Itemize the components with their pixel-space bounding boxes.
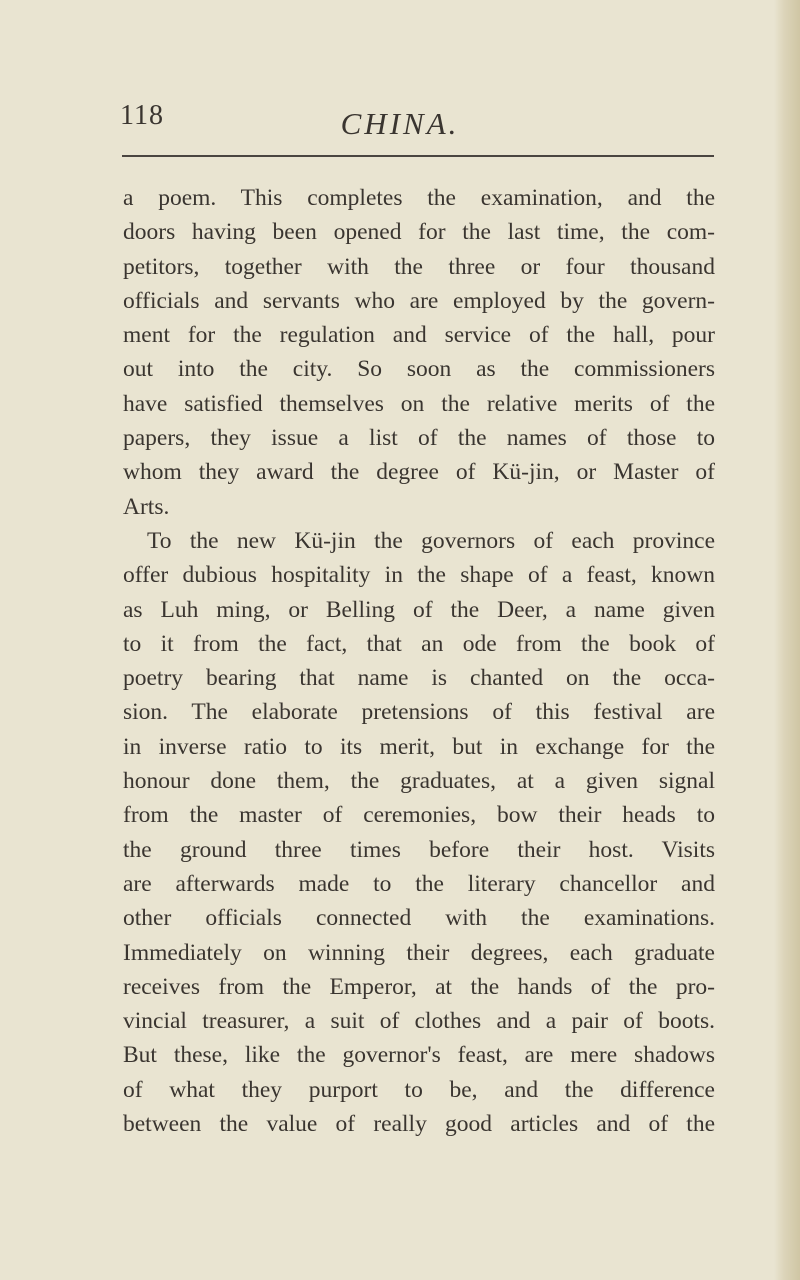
text-line: to it from the fact, that an ode from the book of [123, 630, 715, 657]
body-text [123, 181, 715, 1141]
text-line: the ground three times before their host. Visits [123, 836, 715, 863]
text-line: receives from the Emperor, at the hands of the pro- [123, 973, 715, 1000]
text-line: of what they purport to be, and the difference [123, 1076, 715, 1103]
text-line: petitors, together with the three or four thousand [123, 253, 715, 280]
text-line: officials and servants who are employed by the govern- [123, 287, 715, 314]
text-line: from the master of ceremonies, bow their heads to [123, 802, 715, 829]
text-line: poetry bearing that name is chanted on the occa- [123, 665, 715, 692]
text-line: as Luh ming, or Belling of the Deer, a name given [123, 596, 715, 623]
running-head: CHINA. [340, 106, 460, 141]
text-line: ment for the regulation and service of the hall, pour [123, 322, 715, 349]
text-line: a poem. This completes the examination, and the [123, 185, 715, 211]
text-line: in inverse ratio to its merit, but in exchange for the [123, 733, 715, 760]
text-line: doors having been opened for the last time, the com- [123, 219, 715, 246]
text-line: Arts. [123, 493, 170, 520]
text-line: other officials connected with the examinations. [123, 905, 715, 932]
text-line: Immediately on winning their degrees, each graduate [123, 939, 715, 966]
text-line: sion. The elaborate pretensions of this festival are [123, 699, 715, 726]
text-line: whom they award the degree of Kü-jin, or Master of [123, 459, 715, 486]
text-line: honour done them, the graduates, at a given signal [123, 768, 715, 795]
text-line: offer dubious hospitality in the shape of a feast, known [123, 562, 715, 589]
page-edge-shadow [774, 0, 800, 1280]
header-rule [122, 155, 714, 157]
text-line: out into the city. So soon as the commissioners [123, 356, 715, 383]
text-line: papers, they issue a list of the names of those to [123, 425, 715, 452]
text-line: are afterwards made to the literary chancellor and [123, 870, 715, 897]
page-number: 118 [120, 100, 164, 131]
text-line: have satisfied themselves on the relative merits of the [123, 390, 715, 417]
text-line: between the value of really good articles and of the [123, 1111, 715, 1138]
text-line: vincial treasurer, a suit of clothes and a pair of boots. [123, 1008, 715, 1035]
text-line: But these, like the governor's feast, are mere shadows [123, 1042, 715, 1069]
text-line: To the new Kü-jin the governors of each province [147, 527, 715, 554]
